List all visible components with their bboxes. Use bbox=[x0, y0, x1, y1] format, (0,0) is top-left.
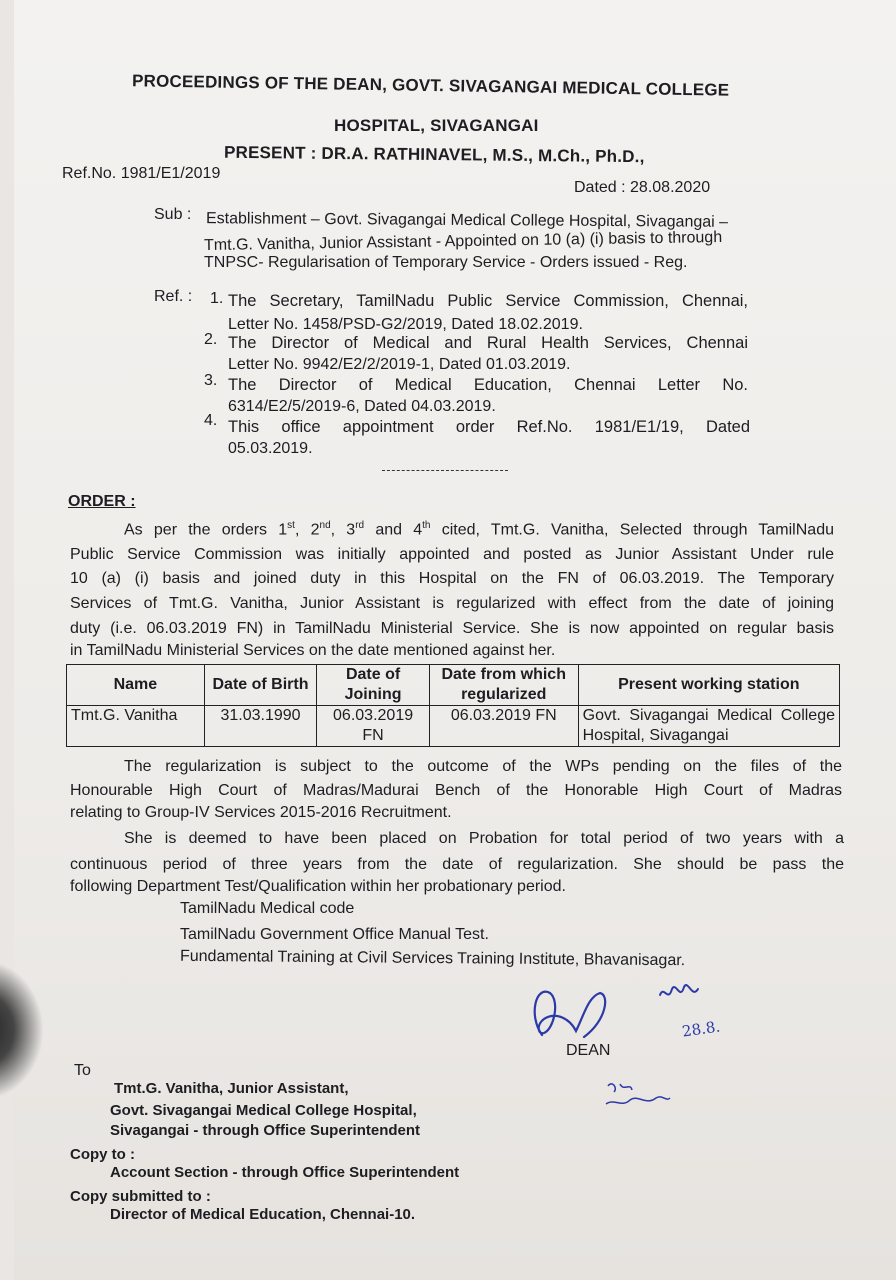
to-line-2: Govt. Sivagangai Medical College Hospital, bbox=[110, 1102, 417, 1119]
reference-3-number: 3. bbox=[204, 372, 218, 389]
table-header-row bbox=[67, 665, 840, 706]
to-line-1: Tmt.G. Vanitha, Junior Assistant, bbox=[114, 1080, 349, 1097]
reference-3-line-1: The Director of Medical Education, Chennai Letter No. bbox=[228, 376, 748, 394]
header-regularized: Date from which regularized bbox=[429, 665, 578, 706]
paragraph-3-line-2: continuous period of three years from the date of regularization. She should be pass the bbox=[70, 856, 844, 873]
order-paragraph-line-6: in TamilNadu Ministerial Services on the date mentioned against her. bbox=[70, 642, 556, 659]
reference-2-number: 2. bbox=[204, 331, 218, 348]
copy-submitted-label: Copy submitted to : bbox=[70, 1188, 211, 1205]
order-paragraph-line-5: duty (i.e. 06.03.2019 FN) in TamilNadu Ministerial Service. She is now appointed on regular basis bbox=[70, 620, 834, 637]
table-row bbox=[67, 706, 840, 747]
subject-label: Sub : bbox=[154, 206, 192, 223]
subject-line-3: TNPSC- Regularisation of Temporary Service - Orders issued - Reg. bbox=[204, 254, 688, 271]
header-doj: Date of Joining bbox=[317, 665, 430, 706]
paragraph-2-line-1: The regularization is subject to the outcome of the WPs pending on the files of the bbox=[124, 758, 842, 775]
separator-line bbox=[382, 470, 508, 471]
cell-doj: 06.03.2019 FN bbox=[317, 706, 430, 747]
paragraph-2-line-3: relating to Group-IV Services 2015-2016 Recruitment. bbox=[70, 804, 452, 821]
order-paragraph-line-3: 10 (a) (i) basis and joined duty in this Hospital on the FN of 06.03.2019. The Temporary bbox=[70, 570, 834, 587]
reference-2-line-2: Letter No. 9942/E2/2/2019-1, Dated 01.03.2019. bbox=[228, 356, 571, 373]
reference-2-line-1: The Director of Medical and Rural Health Services, Chennai bbox=[228, 334, 748, 352]
cell-regularized: 06.03.2019 FN bbox=[429, 706, 578, 747]
reference-1-number: 1. bbox=[210, 290, 224, 307]
reference-4-line-2: 05.03.2019. bbox=[228, 440, 313, 457]
header-present: PRESENT : DR.A. RATHINAVEL, M.S., M.Ch., Ph.D., bbox=[223, 142, 645, 167]
to-line-3: Sivagangai - through Office Superintendent bbox=[110, 1122, 421, 1139]
cell-station: Govt. Sivagangai Medical College Hospital, Sivagangai bbox=[578, 706, 839, 747]
paragraph-3-line-3: following Department Test/Qualification within her probationary period. bbox=[70, 878, 566, 895]
regularization-table bbox=[66, 664, 840, 747]
header-name: Name bbox=[67, 665, 205, 706]
copy-submitted-line-1: Director of Medical Education, Chennai-10. bbox=[110, 1206, 416, 1223]
ref-number: Ref.No. 1981/E1/2019 bbox=[62, 165, 221, 182]
cell-name: Tmt.G. Vanitha bbox=[67, 706, 205, 747]
reference-4-number: 4. bbox=[204, 412, 218, 429]
paragraph-3-line-1: She is deemed to have been placed on Probation for total period of two years with a bbox=[124, 830, 844, 847]
test-item: Fundamental Training at Civil Services Training Institute, Bhavanisagar. bbox=[179, 947, 686, 970]
cell-dob: 31.03.1990 bbox=[204, 706, 317, 747]
document-page bbox=[14, 0, 896, 1280]
order-paragraph-line-2: Public Service Commission was initially appointed and posted as Junior Assistant Under rule bbox=[70, 546, 834, 563]
test-item: TamilNadu Government Office Manual Test. bbox=[180, 926, 489, 943]
handwritten-date: 28.8. bbox=[680, 1017, 722, 1041]
order-heading: ORDER : bbox=[68, 493, 136, 510]
references-label: Ref. : bbox=[154, 288, 193, 305]
dean-title: DEAN bbox=[566, 1042, 611, 1059]
header-line-1: PROCEEDINGS OF THE DEAN, GOVT. SIVAGANGAI MEDICAL COLLEGE bbox=[131, 71, 730, 100]
reference-4-line-1: This office appointment order Ref.No. 1981/E1/19, Dated bbox=[228, 418, 750, 436]
reference-3-line-2: 6314/E2/5/2019-6, Dated 04.03.2019. bbox=[228, 398, 496, 415]
copy-to-label: Copy to : bbox=[70, 1146, 135, 1163]
subject-line-1: Establishment – Govt. Sivagangai Medical College Hospital, Sivagangai – bbox=[205, 210, 729, 231]
copy-to-line-1: Account Section - through Office Superintendent bbox=[110, 1164, 460, 1181]
reference-1-line-2: Letter No. 1458/PSD-G2/2019, Dated 18.02.2019. bbox=[228, 316, 583, 333]
header-station: Present working station bbox=[578, 665, 839, 706]
order-paragraph-line-1: As per the orders 1st, 2nd, 3rd and 4th cited, Tmt.G. Vanitha, Selected through TamilNadu bbox=[124, 520, 834, 539]
paragraph-2-line-2: Honourable High Court of Madras/Madurai Bench of the Honorable High Court of Madras bbox=[70, 782, 842, 799]
to-label: To bbox=[74, 1062, 91, 1079]
reference-1-line-1: The Secretary, TamilNadu Public Service Commission, Chennai, bbox=[228, 292, 748, 310]
header-dob: Date of Birth bbox=[204, 665, 317, 706]
receipt-initials bbox=[602, 1078, 672, 1114]
page-shadow bbox=[0, 960, 44, 1100]
header-line-2: HOSPITAL, SIVAGANGAI bbox=[334, 116, 539, 135]
dean-signature bbox=[514, 975, 734, 1055]
test-item: TamilNadu Medical code bbox=[180, 900, 355, 917]
order-paragraph-line-4: Services of Tmt.G. Vanitha, Junior Assistant is regularized with effect from the date of joining bbox=[70, 595, 834, 612]
subject-line-2: Tmt.G. Vanitha, Junior Assistant - Appointed on 10 (a) (i) basis to through bbox=[203, 228, 723, 255]
dated: Dated : 28.08.2020 bbox=[574, 179, 711, 196]
